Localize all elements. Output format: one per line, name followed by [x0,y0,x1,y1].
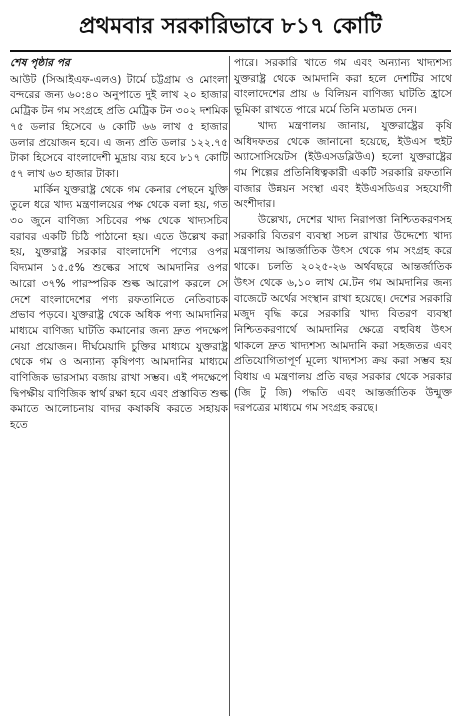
continued-label: শেষ পৃষ্ঠার পর [10,57,70,69]
column-divider [229,56,230,716]
headline: প্রথমবার সরকারিভাবে ৮১৭ কোটি [79,13,382,39]
paragraph: মার্কিন যুক্তরাষ্ট্র থেকে গম কেনার পেছনে যুক্তি তুলে ধরে খাদ্য মন্ত্রণালয়ের পক্ষ থেকে বলা হয়, গত ৩০ জুনে বাণিজ্য সচিবের পক্ষ থেকে খাদ্যসচিব বরাবর একটি চিঠি পাঠানো হয়। এতে উল্লেখ করা হয়, যুক্তরাষ্ট্র সরকার বাংলাদেশি পণ্যের ওপর বিদ্যমান ১৫.৫% শুল্কের সাথে আমদানির ওপর আরো ৩৭% পারস্পরিক শুল্ক আরোপ করলে সে দেশে বাংলাদেশের পণ্য রফতানিতে নেতিবাচক প্রভাব পড়বে। যুক্তরাষ্ট্র থেকে অধিক পণ্য আমদানির মাধ্যমে বাণিজ্য ঘাটতি কমানোর জন্য দ্রুত পদক্ষেপ নেয়া প্রয়োজন। দীর্ঘমেয়াদি চুক্তির মাধ্যমে যুক্তরাষ্ট্র থেকে গম ও অন্যান্য কৃষিপণ্য আমদানির মাধ্যমে বাণিজিক ভারসাম্য বজায় রাখা সম্ভব। এই পদক্ষেপে দ্বিপক্ষীয় বাণিজিক স্বার্থ রক্ষা হবে এবং প্রস্তাবিত শুল্ক কমাতে আলোচনায় বাদর কষাকষি করতে সহায়ক হতে [10,183,228,432]
paragraph: পারে। সরকারি খাতে গম এবং অন্যান্য খাদ্যশস্য যুক্তরাষ্ট্র থেকে আমদানি করা হলে দেশটির সাথে বাংলাদেশের প্রায় ৬ বিলিয়ন বাণিজ্য ঘাটতি হ্রাসে ভূমিকা রাখতে পারে মর্মে তিনি মতামত দেন। [234,57,452,117]
right-column [234,56,452,716]
left-column [10,56,228,716]
paragraph: উল্লেখ্য, দেশের খাদ্য নিরাপত্তা নিশ্চিতকরণসহ সরকারি বিতরণ ব্যবস্থা সচল রাখার উদ্দেশ্যে খাদ্য মন্ত্রণালয় আন্তর্জাতিক উৎস থেকে গম সংগ্রহ করে থাকে। চলতি ২০২৫-২৬ অর্থবছরে আন্তর্জাতিক উৎস থেকে ৬,১০ লাখ মে.টন গম আমদানির জন্য বাজেটে অর্থের সংস্থান রাখা হয়েছে। দেশের সরকারি মজুদ বৃদ্ধি করে সরকারি খাদ্য বিতরণ ব্যবস্থা নিশ্চিতকরণার্থে আমদানির ক্ষেত্রে বহুবিধ উৎস থাকলে দ্রুত খাদ্যশস্য আমদানি করা সহজতর এবং প্রতিযোগিতাপূর্ণ মূল্যে খাদ্যশস্য ক্রয় করা সম্ভব হয় বিধায় এ মন্ত্রণালয় প্রতি বছর সরকার থেকে সরকার (জি টু জি) পদ্ধতি এবং আন্তর্জাতিক উন্মুক্ত দরপত্রের মাধ্যমে গম সংগ্রহ করছে। [234,214,452,415]
paragraph: খাদ্য মন্ত্রণালয় জানায়, যুক্তরাষ্ট্রের কৃষি অধিদফতর থেকে জানানো হয়েছে, ইউএস হুইট অ্যাসোসিয়েটস (ইউএসডব্লিউএ) হলো যুক্তরাষ্ট্রের গম শিল্পের প্রতিনিধিত্বকারী একটি সরকারি রফতানি বাজার উন্নয়ন সংস্থা এবং ইউএসডিএর সহযোগী অংশীদার। [234,119,452,211]
paragraph: আউট (সিআইএফ-এলও) টার্মে চট্টগ্রাম ও মোংলা বন্দরের জন্য ৬০:৪০ অনুপাতে দুই লাখ ২০ হাজার মেট্রিক টন গম সংগ্রহে প্রতি মেট্রিক টন ৩০২ দশমিক ৭৫ ডলার হিসেবে ৬ কোটি ৬৬ লাখ ৫ হাজার ডলার প্রয়োজন হবে। এ জন্য প্রতি ডলার ১২২.৭৫ টাকা হিসেবে বাংলাদেশী মুদ্রায় ব্যয় হবে ৮১৭ কোটি ৫৭ লাখ ৬৩ হাজার টাকা। [10,73,228,180]
headline-rule [10,50,451,52]
